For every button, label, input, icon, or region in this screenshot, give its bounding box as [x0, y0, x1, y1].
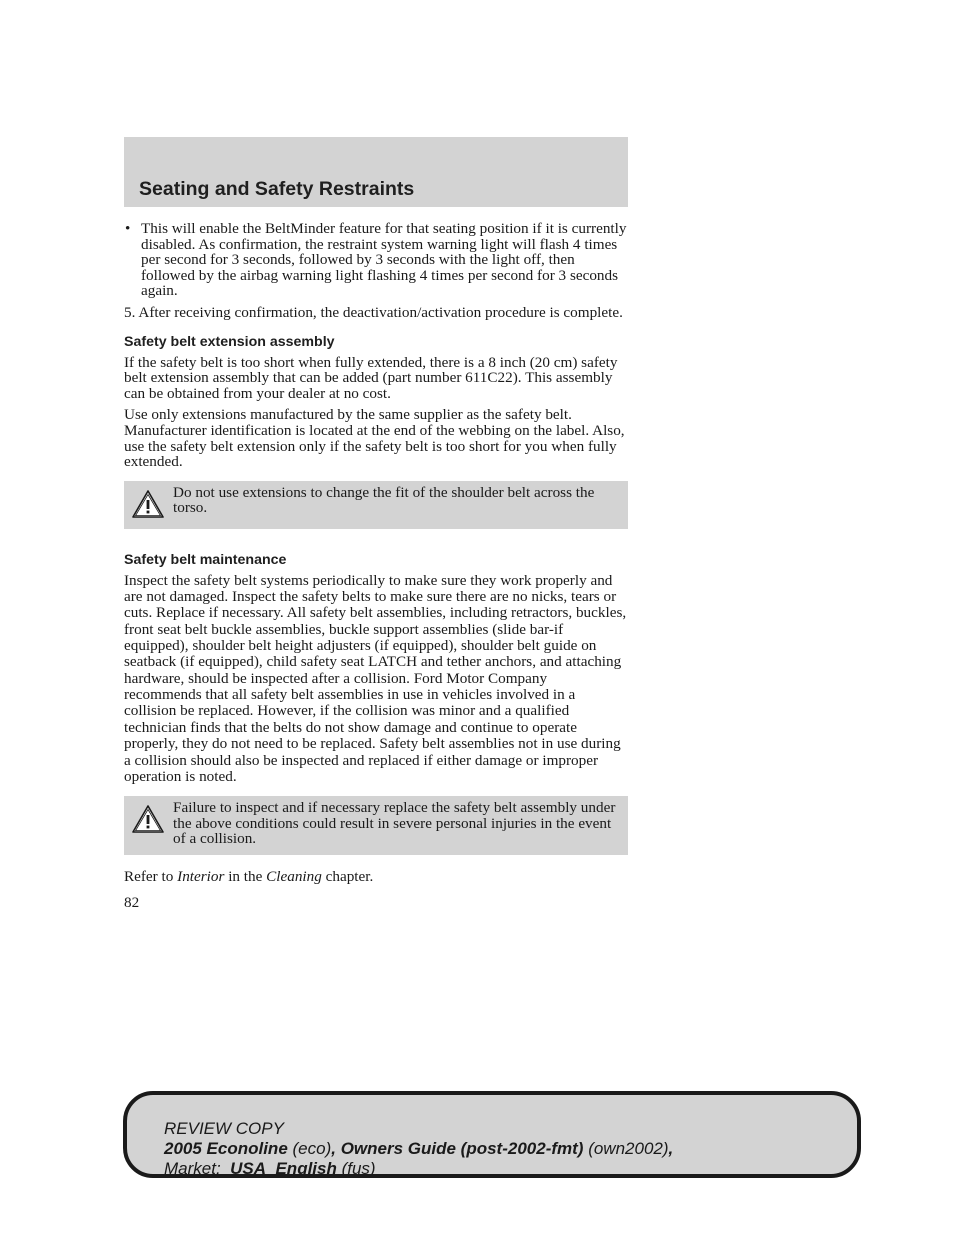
page-content [124, 221, 628, 910]
maintenance-heading: Safety belt maintenance [124, 551, 287, 568]
list-item [124, 221, 628, 299]
page-number: 82 [124, 893, 140, 911]
bullet-text: This will enable the BeltMinder feature for that seating position if it is currently disabled. As confirmation, the restraint system warning light will flash 4 times per second for 3 seconds, followed by 3 seconds with the light off, then followed by the airbag warning light flashing 4 times per second for 3 seconds again. [141, 220, 627, 300]
footer-market-line [164, 1159, 673, 1179]
footer-model-line [164, 1139, 673, 1159]
maintenance-paragraph: Inspect the safety belt systems periodically to make sure they work properly and are not damaged. Inspect the safety belts to make sure there are no nicks, tears or cuts. Replace if necessary. All safety belt assemblies, including retractors, buckles, front seat belt buckle assemblies, buckle support assemblies (slide bar-if equipped), shoulder belt height adjusters (if equipped), shoulder belt guide on seatback (if equipped), child safety seat LATCH and tether anchors, and attaching hardware, should be inspected after a collision. Ford Motor Company recommends that all safety belt assemblies in use in vehicles involved in a collision be replaced. However, if the collision was minor and a qualified technician finds that the belts do not show damage and continue to operate properly, they do not need to be replaced. Safety belt assemblies not in use during a collision should also be inspected and replaced if either damage or improper operation is noted. [124, 571, 627, 785]
review-copy-footer [123, 1091, 861, 1178]
refer-prefix: Refer to [124, 867, 178, 885]
footer-text [164, 1119, 673, 1179]
refer-middle: in the [224, 867, 267, 885]
warning-text-maintenance: Failure to inspect and if necessary replace the safety belt assembly under the above conditions could result in severe personal injuries in the event of a collision. [173, 799, 616, 848]
warning-triangle-icon [131, 489, 165, 519]
footer-sep-1: , [331, 1139, 341, 1158]
footer-market-label: Market: [164, 1159, 231, 1178]
extension-heading: Safety belt extension assembly [124, 333, 335, 350]
warning-triangle-icon [131, 804, 165, 834]
review-copy-label: REVIEW COPY [164, 1119, 284, 1138]
footer-model-code: (eco) [287, 1139, 332, 1158]
footer-market: USA_English [230, 1159, 337, 1178]
warning-text-extension: Do not use extensions to change the fit of the shoulder belt across the torso. [173, 483, 595, 517]
step-5-text: 5. After receiving confirmation, the deactivation/activation procedure is complete. [124, 303, 623, 321]
footer-model: 2005 Econoline [164, 1139, 288, 1158]
footer-guide-code: (own2002) [583, 1139, 669, 1158]
extension-paragraph-1: If the safety belt is too short when fully extended, there is a 8 inch (20 cm) safety belt extension assembly that can be added (part number 611C22). This assembly can be obtained from your dealer at no cost. [124, 353, 618, 402]
refer-cleaning: Cleaning [266, 867, 322, 885]
extension-paragraph-2: Use only extensions manufactured by the same supplier as the safety belt. Manufacturer identification is located at the end of the webbing on the label. Also, use the safety belt extension only if the safety belt is too short for you when fully extended. [124, 406, 625, 471]
section-header-band [124, 137, 628, 207]
refer-interior: Interior [177, 867, 225, 885]
refer-suffix: chapter. [321, 867, 374, 885]
warning-box-extension [124, 481, 628, 529]
refer-line [124, 869, 628, 885]
footer-market-code: (fus) [336, 1159, 376, 1178]
footer-guide: Owners Guide (post-2002-fmt) [340, 1139, 584, 1158]
section-title: Seating and Safety Restraints [139, 178, 415, 200]
footer-sep-2: , [668, 1139, 674, 1158]
warning-box-maintenance [124, 796, 628, 855]
bullet-symbol: • [125, 220, 131, 237]
